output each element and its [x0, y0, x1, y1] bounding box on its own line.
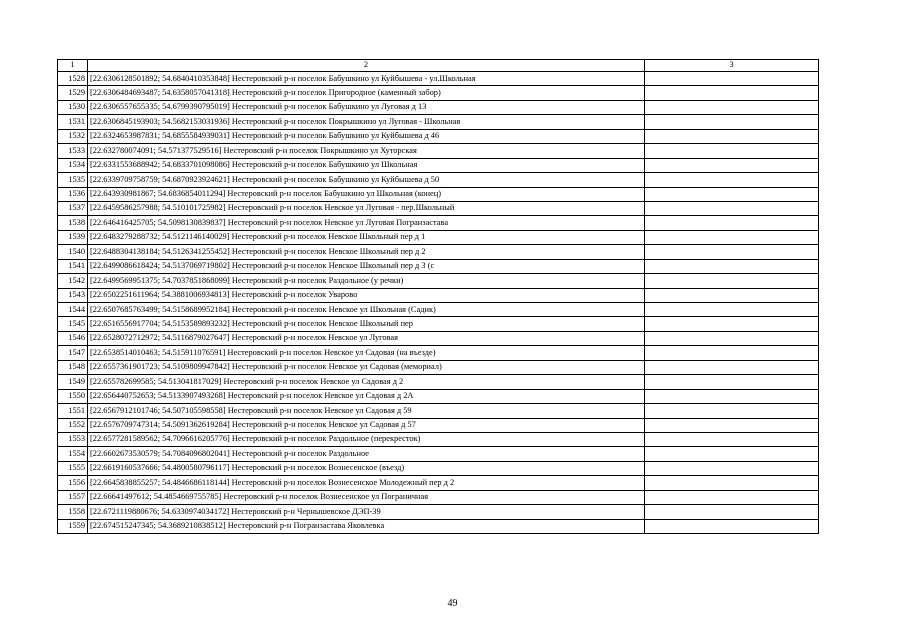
row-location-cell: [22.6306484693487; 54.6358057041318] Нестеровский р-н поселок Пригородное (каменный забор)	[88, 86, 645, 100]
row-number-cell: 1546	[58, 331, 88, 345]
table-row	[58, 201, 819, 215]
row-number-cell: 1545	[58, 317, 88, 331]
row-number-cell: 1529	[58, 86, 88, 100]
row-empty-cell	[645, 303, 819, 317]
row-number-cell: 1558	[58, 505, 88, 519]
row-empty-cell	[645, 72, 819, 86]
row-location-cell: [22.6502251611964; 54.3881006934813] Нестеровский р-н поселок Уварово	[88, 288, 645, 302]
table-row	[58, 476, 819, 490]
table-row	[58, 259, 819, 273]
row-number-cell: 1548	[58, 360, 88, 374]
row-location-cell: [22.6306557655335; 54.6799390795019] Нестеровский р-н поселок Бабушкино ул Луговая д 13	[88, 100, 645, 114]
row-location-cell: [22.632780074091; 54.571377529516] Нестеровский р-н поселок Покрышкино ул Хуторская	[88, 144, 645, 158]
row-empty-cell	[645, 476, 819, 490]
row-number-cell: 1551	[58, 404, 88, 418]
row-empty-cell	[645, 100, 819, 114]
row-empty-cell	[645, 432, 819, 446]
row-location-cell: [22.643930981867; 54.6836854011294] Нестеровский р-н поселок Бабушкино ул Школьная (конец)	[88, 187, 645, 201]
row-empty-cell	[645, 461, 819, 475]
row-location-cell: [22.674515247345; 54.3689210838512] Нестеровский р-н Погранзастава Яковлевка	[88, 519, 645, 533]
table-row	[58, 187, 819, 201]
row-empty-cell	[645, 230, 819, 244]
row-number-cell: 1554	[58, 447, 88, 461]
row-location-cell: [22.6488304138184; 54.5126341255452] Нестеровский р-н поселок Невское Школьный пер д 2	[88, 245, 645, 259]
table-row	[58, 100, 819, 114]
table-row	[58, 461, 819, 475]
coordinates-table	[57, 59, 819, 534]
row-number-cell: 1543	[58, 288, 88, 302]
row-location-cell: [22.6538514010463; 54.515911076591] Нестеровский р-н поселок Невское ул Садовая (на въезде)	[88, 346, 645, 360]
column-header-2: 2	[88, 60, 645, 72]
row-empty-cell	[645, 216, 819, 230]
row-location-cell: [22.646416425705; 54.5098130839837] Нестеровский р-н поселок Невское ул Луговая Погранзастава	[88, 216, 645, 230]
row-empty-cell	[645, 173, 819, 187]
row-empty-cell	[645, 346, 819, 360]
row-empty-cell	[645, 129, 819, 143]
row-location-cell: [22.6516556917704; 54.5153589893232] Нестеровский р-н поселок Невское Школьный пер	[88, 317, 645, 331]
row-number-cell: 1535	[58, 173, 88, 187]
row-location-cell: [22.6331553688942; 54.6833701098086] Нестеровский р-н поселок Бабушкино ул Школьная	[88, 158, 645, 172]
row-number-cell: 1550	[58, 389, 88, 403]
row-number-cell: 1556	[58, 476, 88, 490]
row-empty-cell	[645, 317, 819, 331]
row-empty-cell	[645, 245, 819, 259]
row-location-cell: [22.6507685763499; 54.5158689952184] Нестеровский р-н поселок Невское ул Школьная (Садик)	[88, 303, 645, 317]
row-number-cell: 1541	[58, 259, 88, 273]
table-row	[58, 158, 819, 172]
row-number-cell: 1555	[58, 461, 88, 475]
table-row	[58, 144, 819, 158]
row-empty-cell	[645, 288, 819, 302]
table-row	[58, 216, 819, 230]
row-number-cell: 1540	[58, 245, 88, 259]
table-row	[58, 86, 819, 100]
row-empty-cell	[645, 86, 819, 100]
row-location-cell: [22.6645838855257; 54.4846686118144] Нестеровский р-н поселок Вознесенское Молодежный пер д 2	[88, 476, 645, 490]
row-empty-cell	[645, 519, 819, 533]
table-header-row	[58, 60, 819, 72]
table-row	[58, 72, 819, 86]
table-row	[58, 375, 819, 389]
table-row	[58, 490, 819, 504]
row-empty-cell	[645, 187, 819, 201]
table-row	[58, 389, 819, 403]
table-row	[58, 230, 819, 244]
table-row	[58, 317, 819, 331]
row-location-cell: [22.6483279288732; 54.5121146140029] Нестеровский р-н поселок Невское Школьный пер д 1	[88, 230, 645, 244]
row-location-cell: [22.6499569951375; 54.7037851868099] Нестеровский р-н поселок Раздольное (у речки)	[88, 274, 645, 288]
row-location-cell: [22.6324653987831; 54.6855584939031] Нестеровский р-н поселок Бабушкино ул Куйбышева д 46	[88, 129, 645, 143]
row-location-cell: [22.6602673530579; 54.7084096802041] Нестеровский р-н поселок Раздольное	[88, 447, 645, 461]
page-number: 49	[447, 598, 458, 609]
table-row	[58, 519, 819, 533]
row-location-cell: [22.6576709747314; 54.5091362619284] Нестеровский р-н поселок Невское ул Садовая д 57	[88, 418, 645, 432]
row-number-cell: 1559	[58, 519, 88, 533]
table-row	[58, 346, 819, 360]
table-body	[58, 60, 819, 534]
row-location-cell: [22.6577281589562; 54.7096616205776] Нестеровский р-н поселок Раздольное (перекресток)	[88, 432, 645, 446]
table-row	[58, 432, 819, 446]
row-location-cell: [22.6306128501892; 54.6840410353848] Нестеровский р-н поселок Бабушкино ул Куйбышева - ул.Школьная	[88, 72, 645, 86]
table-row	[58, 129, 819, 143]
row-location-cell: [22.6499086618424; 54.5137069719802] Нестеровский р-н поселок Невское Школьный пер д 3 (с	[88, 259, 645, 273]
row-location-cell: [22.6557361901723; 54.5109809947842] Нестеровский р-н поселок Невское ул Садовая (мемориал)	[88, 360, 645, 374]
row-location-cell: [22.6567912101746; 54.507105598558] Нестеровский р-н поселок Невское ул Садовая д 59	[88, 404, 645, 418]
row-number-cell: 1537	[58, 201, 88, 215]
table-row	[58, 303, 819, 317]
table-row	[58, 274, 819, 288]
row-number-cell: 1530	[58, 100, 88, 114]
row-location-cell: [22.6339709758759; 54.6870923924621] Нестеровский р-н поселок Бабушкино ул Куйбышева д 50	[88, 173, 645, 187]
row-number-cell: 1528	[58, 72, 88, 86]
row-empty-cell	[645, 201, 819, 215]
row-empty-cell	[645, 490, 819, 504]
row-number-cell: 1557	[58, 490, 88, 504]
row-empty-cell	[645, 447, 819, 461]
table-row	[58, 115, 819, 129]
row-location-cell: [22.656440752653; 54.5133907493268] Нестеровский р-н поселок Невское ул Садовая д 2А	[88, 389, 645, 403]
table-row	[58, 404, 819, 418]
row-empty-cell	[645, 375, 819, 389]
row-number-cell: 1547	[58, 346, 88, 360]
row-number-cell: 1549	[58, 375, 88, 389]
row-empty-cell	[645, 274, 819, 288]
row-empty-cell	[645, 505, 819, 519]
row-location-cell: [22.6306845193903; 54.5682153031936] Нестеровский р-н поселок Покрышкино ул Луговая - Школьная	[88, 115, 645, 129]
row-number-cell: 1532	[58, 129, 88, 143]
row-empty-cell	[645, 418, 819, 432]
row-empty-cell	[645, 259, 819, 273]
row-number-cell: 1552	[58, 418, 88, 432]
table-row	[58, 360, 819, 374]
table-row	[58, 447, 819, 461]
table-row	[58, 173, 819, 187]
row-empty-cell	[645, 144, 819, 158]
row-empty-cell	[645, 360, 819, 374]
row-number-cell: 1538	[58, 216, 88, 230]
table-row	[58, 505, 819, 519]
row-number-cell: 1553	[58, 432, 88, 446]
row-location-cell: [22.66641497612; 54.4854669755785] Нестеровский р-н поселок Вознесенское ул Пограничная	[88, 490, 645, 504]
row-number-cell: 1531	[58, 115, 88, 129]
row-empty-cell	[645, 158, 819, 172]
row-empty-cell	[645, 389, 819, 403]
column-header-1: 1	[58, 60, 88, 72]
row-empty-cell	[645, 331, 819, 345]
row-number-cell: 1536	[58, 187, 88, 201]
row-location-cell: [22.6619160537666; 54.4800580796117] Нестеровский р-н поселок Вознесенское (въезд)	[88, 461, 645, 475]
row-location-cell: [22.655782699585; 54.513041817029] Нестеровский р-н поселок Невское ул Садовая д 2	[88, 375, 645, 389]
table-row	[58, 245, 819, 259]
row-number-cell: 1542	[58, 274, 88, 288]
row-location-cell: [22.6528072712972; 54.5116879027647] Нестеровский р-н поселок Невское ул Луговая	[88, 331, 645, 345]
row-location-cell: [22.6459586257988; 54.510101725982] Нестеровский р-н поселок Невское ул Луговая - пер.Школьный	[88, 201, 645, 215]
table-row	[58, 288, 819, 302]
row-number-cell: 1544	[58, 303, 88, 317]
row-number-cell: 1533	[58, 144, 88, 158]
table-row	[58, 331, 819, 345]
table-row	[58, 418, 819, 432]
row-number-cell: 1539	[58, 230, 88, 244]
row-empty-cell	[645, 115, 819, 129]
row-number-cell: 1534	[58, 158, 88, 172]
row-empty-cell	[645, 404, 819, 418]
column-header-3: 3	[645, 60, 819, 72]
row-location-cell: [22.6721119880676; 54.6330974034172] Нестеровский р-н Чернышевское ДЭП-39	[88, 505, 645, 519]
